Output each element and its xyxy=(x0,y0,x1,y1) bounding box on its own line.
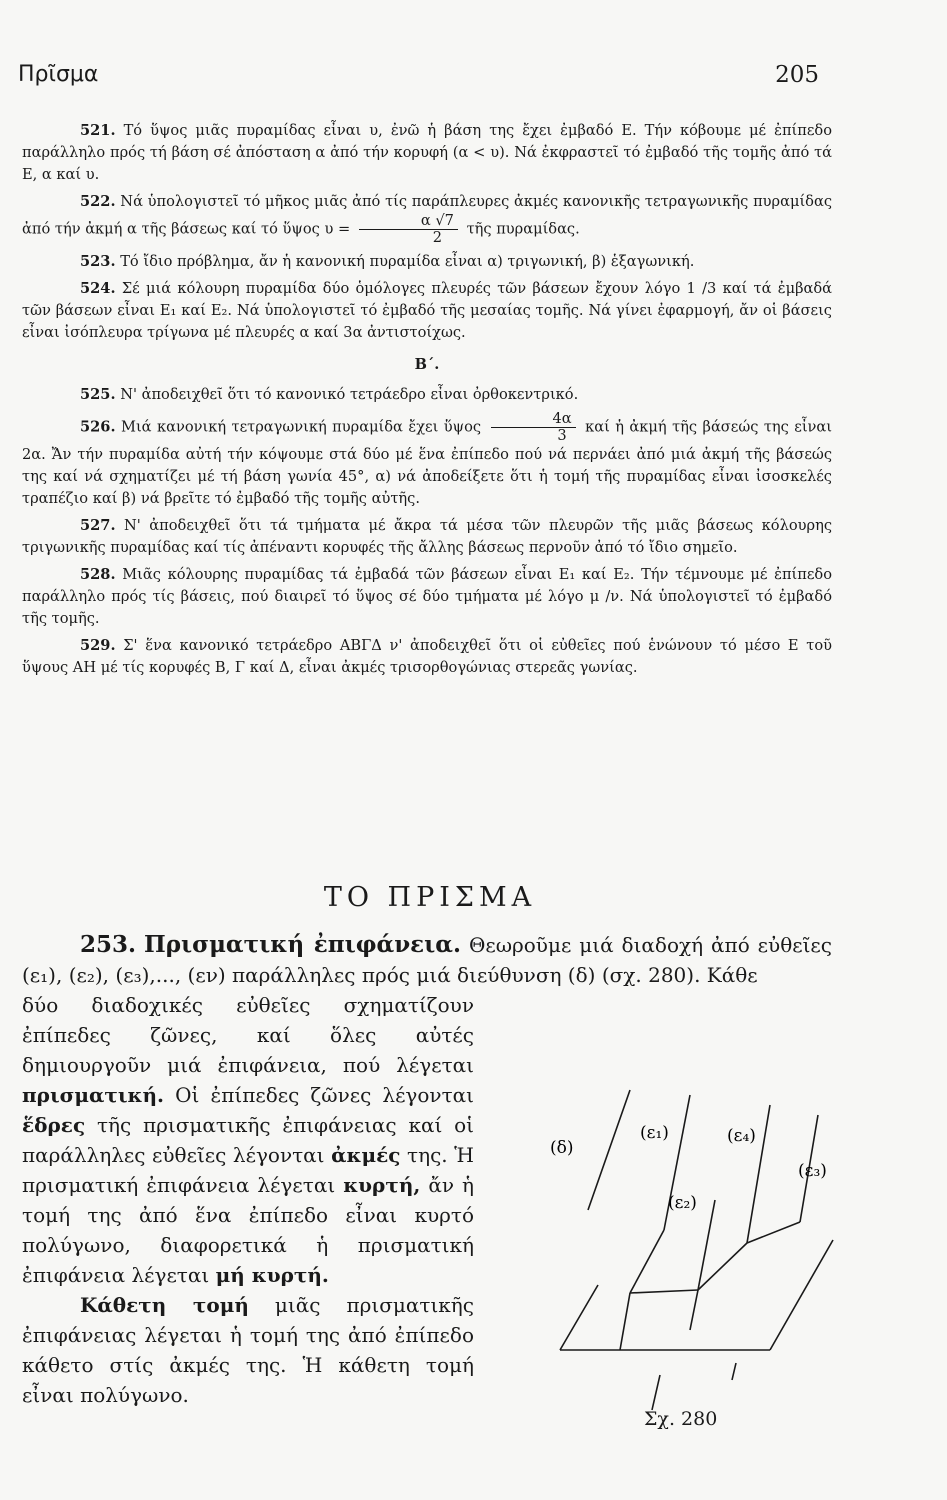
section-number: 253. xyxy=(80,931,137,958)
section-heading: Πρισματική ἐπιφάνεια. xyxy=(143,931,461,958)
exercise-522: 522. Νά ὑπολογιστεῖ τό μῆκος μιᾶς ἀπό τίς παράπλευρες ἀκμές κανονικῆς τετραγωνικῆς πυραμίδας ἀπό τήν ἀκμή α τῆς βάσεως καί τό ὕψος υ = $\frac{\alpha √7}{2}$ τῆς πυραμίδας. xyxy=(22,193,832,246)
figure-280-prismatic-surface xyxy=(540,1080,840,1440)
running-title: Πρῖσμα xyxy=(18,62,99,87)
term-convex: κυρτή, xyxy=(343,1173,421,1197)
exercise-521: 521. Τό ὕψος μιᾶς πυραμίδας εἶναι υ, ἐνῶ ἡ βάση της ἔχει ἐμβαδό Ε. Τήν κόβουμε μέ ἐπίπεδο παράλληλο πρός τή βάση σέ ἀπόσταση α ἀπό τήν κορυφή (α < υ). Νά ἐκφραστεῖ τό ἐμβαδό τῆς τομῆς ἀπό τά Ε, α καί υ. xyxy=(22,122,832,183)
plane-edge-right xyxy=(770,1240,833,1350)
line-below-plane-2 xyxy=(732,1363,736,1380)
exercise-list xyxy=(22,120,832,684)
exercise-524: 524. Σέ μιά κόλουρη πυραμίδα δύο ὁμόλογες πλευρές τῶν βάσεων ἔχουν λόγο 1 /3 καί τά ἐμβαδά τῶν βάσεων εἶναι Ε₁ καί Ε₂. Νά ὑπολογιστεῖ τό ἐμβαδό τῆς μεσαίας τομῆς. Νά γίνει ἐφαρμογή, ἄν οἱ βάσεις εἶναι ἰσόπλευρα τρίγωνα μέ πλευρές α καί 3α ἀντιστοίχως. xyxy=(22,280,833,341)
theory-paragraph-2: Κάθετη τομή μιᾶς πρισματικῆς ἐπιφάνειας λέγεται ἡ τομή της ἀπό ἐπίπεδο κάθετο στίς ἀκμές της. Ἡ κάθετη τομή εἶναι πολύγωνο. xyxy=(22,1293,474,1407)
cross-section-edge-4 xyxy=(747,1222,800,1243)
exercise-529: 529. Σ' ἕνα κανονικό τετράεδρο ΑΒΓΔ ν' ἀποδειχθεῖ ὅτι οἱ εὐθεῖες πού ἑνώνουν τό μέσο Ε τοῦ ὕψους ΑΗ μέ τίς κορυφές Β, Γ καί Δ, εἶναι ἀκμές τρισορθογώνιας στερεᾶς γωνίας. xyxy=(22,637,832,676)
cross-section-edge-1 xyxy=(630,1230,664,1293)
term-faces: ἕδρες xyxy=(22,1113,86,1137)
label-e3: (ε₃) xyxy=(798,1161,827,1181)
lower-edge-e1 xyxy=(620,1293,630,1350)
fraction-alpha-root7-over-2: $\frac{\alpha √7}{2}$ xyxy=(359,213,458,246)
line-below-plane-1 xyxy=(652,1375,660,1410)
figure-caption: Σχ. 280 xyxy=(644,1408,718,1430)
term-prismatic: πρισματική. xyxy=(22,1083,165,1107)
term-nonconvex: μή κυρτή. xyxy=(215,1263,329,1287)
exercise-525: 525. Ν' ἀποδειχθεῖ ὅτι τό κανονικό τετράεδρο εἶναι ὀρθοκεντρικό. xyxy=(80,386,579,403)
label-e4: (ε₄) xyxy=(727,1126,756,1146)
lower-edge-e2 xyxy=(690,1290,698,1330)
chapter-title: ΤΟ ΠΡΙΣΜΑ xyxy=(323,882,537,913)
exercise-526: 526. Μιά κανονική τετραγωνική πυραμίδα ἔχει ὕψος $\frac{4\alpha}{3}$ καί ἡ ἀκμή τῆς βάσεώς της εἶναι 2α. Ἄν τήν πυραμίδα αὐτή τήν κόψουμε στά δύο μέ ἕνα ἐπίπεδο πού νά περνάει ἀπό μιά ἀκμή τῆς βάσεώς της καί νά σχηματίζει μέ τή βάση γωνία 45°, α) νά ἀποδείξετε ὅτι ἡ τομή τῆς πυραμίδας εἶναι ἰσοσκελές τραπέζιο καί β) νά βρεῖτε τό ἐμβαδό τῆς τομῆς αὐτῆς. xyxy=(22,410,833,507)
theory-paragraph-1: δύο διαδοχικές εὐθεῖες σχηματίζουν ἐπίπεδες ζῶνες, καί ὅλες αὐτές δημιουργοῦν μιά ἐπιφάνεια, πού λέγεται πρισματική. Οἱ ἐπίπεδες ζῶνες λέγονται ἕδρες τῆς πρισματικῆς ἐπιφάνειας καί οἱ παράλληλες εὐθεῖες λέγονται ἀκμές της. Ἡ πρισματική ἐπιφάνεια λέγεται κυρτή, ἄν ἡ τομή της ἀπό ἕνα ἐπίπεδο εἶναι κυρτό πολύγωνο, διαφορετικά ἡ πρισματική ἐπιφάνεια λέγεται μή κυρτή. xyxy=(22,993,475,1287)
label-e2: (ε₂) xyxy=(668,1193,697,1213)
fraction-4alpha-over-3: $\frac{4\alpha}{3}$ xyxy=(491,411,576,444)
plane-edge-left xyxy=(560,1285,598,1350)
theory-first-line: 253. Πρισματική ἐπιφάνεια. Θεωροῦμε μιά διαδοχή ἀπό εὐθεῖες (ε₁), (ε₂), (ε₃),..., (εν) παράλληλες πρός μιά διεύθυνση (δ) (σχ. 280). Κάθε xyxy=(22,931,832,987)
running-head xyxy=(18,62,819,88)
exercise-528: 528. Μιᾶς κόλουρης πυραμίδας τά ἐμβαδά τῶν βάσεων εἶναι Ε₁ καί Ε₂. Τήν τέμνουμε μέ ἐπίπεδο παράλληλο πρός τίς βάσεις, πού διαιρεῖ τό ὕψος σέ δύο τμήματα μέ λόγο μ /ν. Νά ὑπολογιστεῖ τό ἐμβαδό τῆς τομῆς. xyxy=(22,566,833,627)
section-heading-b: Β΄. xyxy=(414,356,440,373)
exercise-523: 523. Τό ἴδιο πρόβλημα, ἄν ἡ κανονική πυραμίδα εἶναι α) τριγωνική, β) ἑξαγωνική. xyxy=(80,253,695,270)
label-d: (δ) xyxy=(550,1138,574,1158)
cross-section-edge-2 xyxy=(630,1290,698,1293)
term-edges: ἀκμές xyxy=(331,1143,401,1167)
term-perpendicular-section: Κάθετη τομή xyxy=(80,1293,249,1317)
theory-column xyxy=(22,990,474,1410)
exercise-527: 527. Ν' ἀποδειχθεῖ ὅτι τά τμήματα μέ ἄκρα τά μέσα τῶν πλευρῶν τῆς μιᾶς βάσεως κόλουρης τριγωνικῆς πυραμίδας καί τίς ἀπέναντι κορυφές τῆς ἄλλης βάσεως περνοῦν ἀπό τό ἴδιο σημεῖο. xyxy=(22,517,832,556)
label-e1: (ε₁) xyxy=(640,1123,669,1143)
direction-line-d xyxy=(588,1090,630,1210)
page-number: 205 xyxy=(775,62,819,88)
